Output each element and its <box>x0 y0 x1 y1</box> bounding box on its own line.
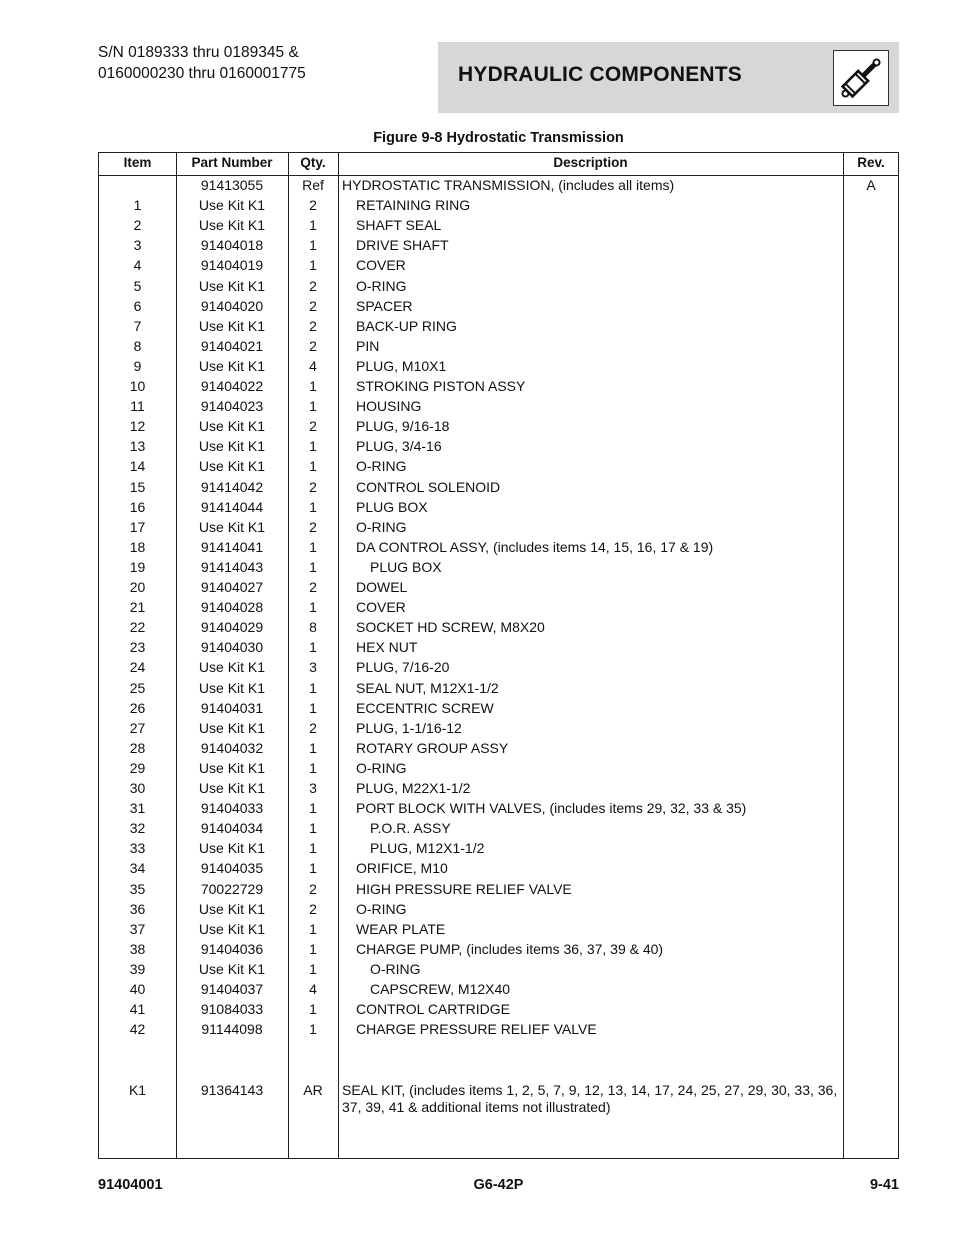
cell-description: SOCKET HD SCREW, M8X20 <box>356 619 545 636</box>
cell-description: COVER <box>356 599 406 616</box>
table-row <box>99 517 898 537</box>
cell-qty: 1 <box>309 378 317 394</box>
header-description: Description <box>553 155 628 170</box>
serial-line-1: S/N 0189333 thru 0189345 & <box>98 44 299 61</box>
footer-model: G6-42P <box>473 1177 524 1193</box>
cell-description: RETAINING RING <box>356 197 471 214</box>
cell-item: 33 <box>129 840 146 857</box>
cell-item: 3 <box>133 237 142 254</box>
cell-qty: 2 <box>309 337 317 354</box>
cell-part-number: Use Kit K1 <box>198 920 266 937</box>
table-row <box>99 999 898 1019</box>
table-row <box>99 336 898 356</box>
cell-qty: 2 <box>309 478 317 495</box>
cell-description: PLUG, M12X1-1/2 <box>370 840 485 857</box>
cell-part-number: 91404030 <box>200 639 264 656</box>
cell-item: 40 <box>129 981 146 997</box>
table-row <box>99 1019 898 1039</box>
cell-part-number: 91404036 <box>200 940 264 957</box>
cell-description: DA CONTROL ASSY, (includes items 14, 15, 16, 17 & 19) <box>356 538 714 555</box>
table-row <box>99 376 898 396</box>
cell-qty: 1 <box>309 639 317 656</box>
cell-item: 20 <box>129 579 146 595</box>
cell-part-number: 91414042 <box>200 478 264 495</box>
cell-description: WEAR PLATE <box>356 920 446 937</box>
cell-item: 30 <box>129 780 146 796</box>
cell-qty: 1 <box>309 498 317 515</box>
cell-part-number: 91404027 <box>200 579 264 595</box>
table-row <box>99 657 898 677</box>
cell-qty: Ref <box>302 177 324 193</box>
cell-rev: A <box>866 177 876 193</box>
cell-item: 7 <box>133 317 142 334</box>
kit-description: SEAL KIT, (includes items 1, 2, 5, 7, 9, 12, 13, 14, 17, 24, 25, 27, 29, 30, 33, 36, 37, 39, 41 & additional items not illustrated) <box>342 1082 838 1115</box>
table-header-row <box>99 153 898 176</box>
cell-qty: 1 <box>309 860 317 877</box>
cell-qty: 1 <box>309 840 317 857</box>
cell-item: 23 <box>129 639 146 656</box>
cell-part-number: 91084033 <box>200 1001 264 1018</box>
cell-item: 8 <box>133 337 142 354</box>
cell-description: O-RING <box>356 900 407 917</box>
cell-description: HOUSING <box>356 398 422 415</box>
cell-description: PIN <box>356 337 380 354</box>
table-row <box>99 818 898 838</box>
cell-qty: 2 <box>309 297 317 314</box>
cell-qty: 1 <box>309 920 317 937</box>
cell-part-number: 91404021 <box>200 337 264 354</box>
cell-part-number: 91404029 <box>200 619 264 636</box>
table-row <box>99 919 898 939</box>
cell-part-number: 91404035 <box>200 860 264 877</box>
cell-qty: 2 <box>309 579 317 595</box>
table-row <box>99 477 898 497</box>
cell-description: ORIFICE, M10 <box>356 860 448 877</box>
cell-part-number: 91404034 <box>200 820 264 837</box>
cell-qty: 1 <box>309 217 317 234</box>
cell-description: PORT BLOCK WITH VALVES, (includes items 29, 32, 33 & 35) <box>356 800 747 817</box>
cell-part-number: 91404032 <box>200 739 264 756</box>
cell-qty: 1 <box>309 438 317 455</box>
cell-part-number: Use Kit K1 <box>198 458 266 475</box>
cell-description: ECCENTRIC SCREW <box>356 699 494 716</box>
cell-part-number: Use Kit K1 <box>198 418 266 435</box>
cell-part-number: 91404019 <box>200 257 264 274</box>
cell-part-number: Use Kit K1 <box>198 900 266 917</box>
cell-part-number: Use Kit K1 <box>198 659 266 676</box>
cell-qty: 2 <box>309 277 317 294</box>
cell-item: 18 <box>129 538 146 555</box>
cell-item: 9 <box>133 357 142 374</box>
cell-part-number: 91404033 <box>200 800 264 817</box>
table-row <box>99 637 898 657</box>
cell-qty: 1 <box>309 458 317 475</box>
cell-qty: 2 <box>309 418 317 435</box>
cell-item: 37 <box>129 920 146 937</box>
cell-description: HEX NUT <box>356 639 418 656</box>
cell-part-number: Use Kit K1 <box>198 518 266 535</box>
cell-item: 32 <box>129 820 146 837</box>
cell-description: CONTROL SOLENOID <box>356 478 501 495</box>
cell-qty: 1 <box>309 237 317 254</box>
cell-item: 13 <box>129 438 146 455</box>
table-row <box>99 195 898 215</box>
header-qty: Qty. <box>300 155 326 170</box>
table-row <box>99 276 898 296</box>
kit-item: K1 <box>128 1082 147 1098</box>
cell-part-number: 91404037 <box>200 981 264 997</box>
cell-description: DOWEL <box>356 579 408 595</box>
cell-description: COVER <box>356 257 406 274</box>
cell-item: 5 <box>133 277 142 294</box>
cell-item: 34 <box>129 860 146 877</box>
cell-item: 24 <box>129 659 146 676</box>
serial-line-2: 0160000230 thru 0160001775 <box>98 65 306 82</box>
cell-qty: 2 <box>309 317 317 334</box>
section-banner <box>438 42 899 113</box>
cell-item: 35 <box>129 880 146 897</box>
cell-item: 4 <box>133 257 142 274</box>
table-row <box>99 959 898 979</box>
cell-item: 42 <box>129 1021 146 1038</box>
cell-item: 31 <box>129 800 146 817</box>
cell-item: 17 <box>129 518 146 535</box>
cell-item: 19 <box>129 558 146 575</box>
cell-description: SHAFT SEAL <box>356 217 442 234</box>
cell-qty: 1 <box>309 599 317 616</box>
table-row <box>99 577 898 597</box>
cell-description: CHARGE PRESSURE RELIEF VALVE <box>356 1021 597 1038</box>
table-row <box>99 858 898 878</box>
cell-item: 39 <box>129 960 146 977</box>
cell-part-number: Use Kit K1 <box>198 719 266 736</box>
cell-description: O-RING <box>356 277 407 294</box>
table-row <box>99 497 898 517</box>
cell-part-number: 91414041 <box>200 538 264 555</box>
cell-qty: 8 <box>309 619 317 636</box>
cell-qty: 1 <box>309 759 317 776</box>
cell-part-number: 91404028 <box>200 599 264 616</box>
cell-qty: 1 <box>309 820 317 837</box>
cell-item: 41 <box>129 1001 146 1018</box>
cell-qty: 2 <box>309 518 317 535</box>
cell-description: PLUG, 9/16-18 <box>356 418 450 435</box>
cell-qty: 2 <box>309 900 317 917</box>
cell-description: CHARGE PUMP, (includes items 36, 37, 39 & 40) <box>356 940 664 957</box>
cell-description: CONTROL CARTRIDGE <box>356 1001 511 1018</box>
kit-part-number: 91364143 <box>200 1082 264 1098</box>
cell-part-number: Use Kit K1 <box>198 438 266 455</box>
table-row <box>99 698 898 718</box>
table-row <box>99 758 898 778</box>
table-row <box>99 738 898 758</box>
table-row <box>99 416 898 436</box>
cell-part-number: 91404023 <box>200 398 264 415</box>
cell-item: 21 <box>129 599 146 616</box>
cell-description: PLUG BOX <box>370 558 442 575</box>
cell-item: 27 <box>129 719 146 736</box>
cell-qty: 4 <box>309 357 317 374</box>
table-row <box>99 939 898 959</box>
cell-description: PLUG, 1-1/16-12 <box>356 719 462 736</box>
figure-title: Figure 9-8 Hydrostatic Transmission <box>373 130 624 146</box>
header-part-number: Part Number <box>191 155 273 170</box>
cell-item: 16 <box>129 498 146 515</box>
kit-qty: AR <box>303 1082 323 1098</box>
cell-item: 38 <box>129 940 146 957</box>
cell-qty: 1 <box>309 800 317 817</box>
cell-part-number: Use Kit K1 <box>198 840 266 857</box>
cell-part-number: Use Kit K1 <box>198 679 266 696</box>
cell-description: PLUG, 7/16-20 <box>356 659 450 676</box>
table-row <box>99 879 898 899</box>
cell-description: O-RING <box>356 458 407 475</box>
cell-qty: 1 <box>309 960 317 977</box>
cell-item: 2 <box>133 217 142 234</box>
cell-item: 26 <box>129 699 146 716</box>
table-row <box>99 215 898 235</box>
cell-qty: 1 <box>309 398 317 415</box>
cell-part-number: Use Kit K1 <box>198 317 266 334</box>
cell-description: O-RING <box>356 759 407 776</box>
cell-item: 25 <box>129 679 146 696</box>
cell-description: PLUG, M22X1-1/2 <box>356 780 471 796</box>
cell-description: O-RING <box>370 960 421 977</box>
cell-qty: 1 <box>309 558 317 575</box>
cell-description: DRIVE SHAFT <box>356 237 449 254</box>
cell-description: O-RING <box>356 518 407 535</box>
cell-qty: 1 <box>309 1001 317 1018</box>
cell-description: HYDROSTATIC TRANSMISSION, (includes all items) <box>342 177 675 193</box>
cell-description: SEAL NUT, M12X1-1/2 <box>356 679 499 696</box>
cell-qty: 1 <box>309 257 317 274</box>
table-row <box>99 396 898 416</box>
table-row <box>99 597 898 617</box>
cell-part-number: 91404031 <box>200 699 264 716</box>
section-title: HYDRAULIC COMPONENTS <box>458 63 743 86</box>
table-row <box>99 798 898 818</box>
cell-item: 10 <box>129 378 146 394</box>
table-row <box>99 255 898 275</box>
table-row <box>99 899 898 919</box>
table-row <box>99 296 898 316</box>
cell-description: HIGH PRESSURE RELIEF VALVE <box>356 880 572 897</box>
cell-qty: 1 <box>309 679 317 696</box>
cell-part-number: 91414043 <box>200 558 264 575</box>
cell-qty: 2 <box>309 719 317 736</box>
cell-part-number: 91404022 <box>200 378 264 394</box>
cell-part-number: 91414044 <box>200 498 264 515</box>
table-row <box>99 316 898 336</box>
cell-item: 28 <box>129 739 146 756</box>
cell-part-number: Use Kit K1 <box>198 759 266 776</box>
cell-part-number: 91413055 <box>200 177 264 193</box>
table-row <box>99 456 898 476</box>
serial-number-range <box>98 42 306 84</box>
cell-description: PLUG BOX <box>356 498 428 515</box>
table-row <box>99 557 898 577</box>
cell-item: 22 <box>129 619 146 636</box>
footer-manual-number: 91404001 <box>98 1177 163 1193</box>
header-item: Item <box>123 155 152 170</box>
cell-description: SPACER <box>356 297 413 314</box>
cell-item: 15 <box>129 478 146 495</box>
table-row <box>99 356 898 376</box>
table-row <box>99 778 898 798</box>
cell-qty: 1 <box>309 739 317 756</box>
table-row <box>99 617 898 637</box>
cell-part-number: 91144098 <box>201 1021 263 1038</box>
cell-description: PLUG, M10X1 <box>356 357 447 374</box>
cell-qty: 4 <box>309 981 317 997</box>
cell-part-number: Use Kit K1 <box>198 780 266 796</box>
cell-part-number: 70022729 <box>200 880 264 897</box>
table-row <box>99 235 898 255</box>
cell-item: 6 <box>133 297 142 314</box>
table-row <box>99 718 898 738</box>
table-row <box>99 175 898 195</box>
cell-part-number: Use Kit K1 <box>198 277 266 294</box>
cell-description: P.O.R. ASSY <box>370 820 451 837</box>
cell-description: CAPSCREW, M12X40 <box>370 981 511 997</box>
table-row <box>99 537 898 557</box>
cell-description: ROTARY GROUP ASSY <box>356 739 509 756</box>
cell-item: 11 <box>130 398 145 415</box>
cell-qty: 2 <box>309 880 317 897</box>
cell-item: 12 <box>129 418 146 435</box>
cell-item: 14 <box>129 458 146 475</box>
cell-qty: 1 <box>309 940 317 957</box>
cell-part-number: Use Kit K1 <box>198 197 266 214</box>
table-row <box>99 678 898 698</box>
cell-qty: 2 <box>309 197 317 214</box>
parts-table <box>98 152 899 1159</box>
hydraulic-cylinder-icon <box>833 50 889 106</box>
cell-item: 36 <box>129 900 146 917</box>
cell-qty: 1 <box>309 1021 317 1038</box>
cell-qty: 1 <box>309 699 317 716</box>
cell-description: BACK-UP RING <box>356 317 457 334</box>
table-row <box>99 979 898 999</box>
cell-part-number: Use Kit K1 <box>198 217 266 234</box>
cell-qty: 1 <box>309 538 317 555</box>
cell-description: STROKING PISTON ASSY <box>356 378 526 394</box>
cell-description: PLUG, 3/4-16 <box>356 438 442 455</box>
cell-part-number: Use Kit K1 <box>198 960 266 977</box>
cell-part-number: 91404018 <box>200 237 264 254</box>
cell-qty: 3 <box>309 780 317 796</box>
footer-page-number: 9-41 <box>869 1177 899 1193</box>
header-rev: Rev. <box>857 155 885 170</box>
cell-part-number: Use Kit K1 <box>198 357 266 374</box>
cell-part-number: 91404020 <box>200 297 264 314</box>
cell-item: 1 <box>133 197 142 214</box>
table-row <box>99 838 898 858</box>
cell-item: 29 <box>129 759 146 776</box>
cell-qty: 3 <box>309 659 317 676</box>
table-row <box>99 436 898 456</box>
